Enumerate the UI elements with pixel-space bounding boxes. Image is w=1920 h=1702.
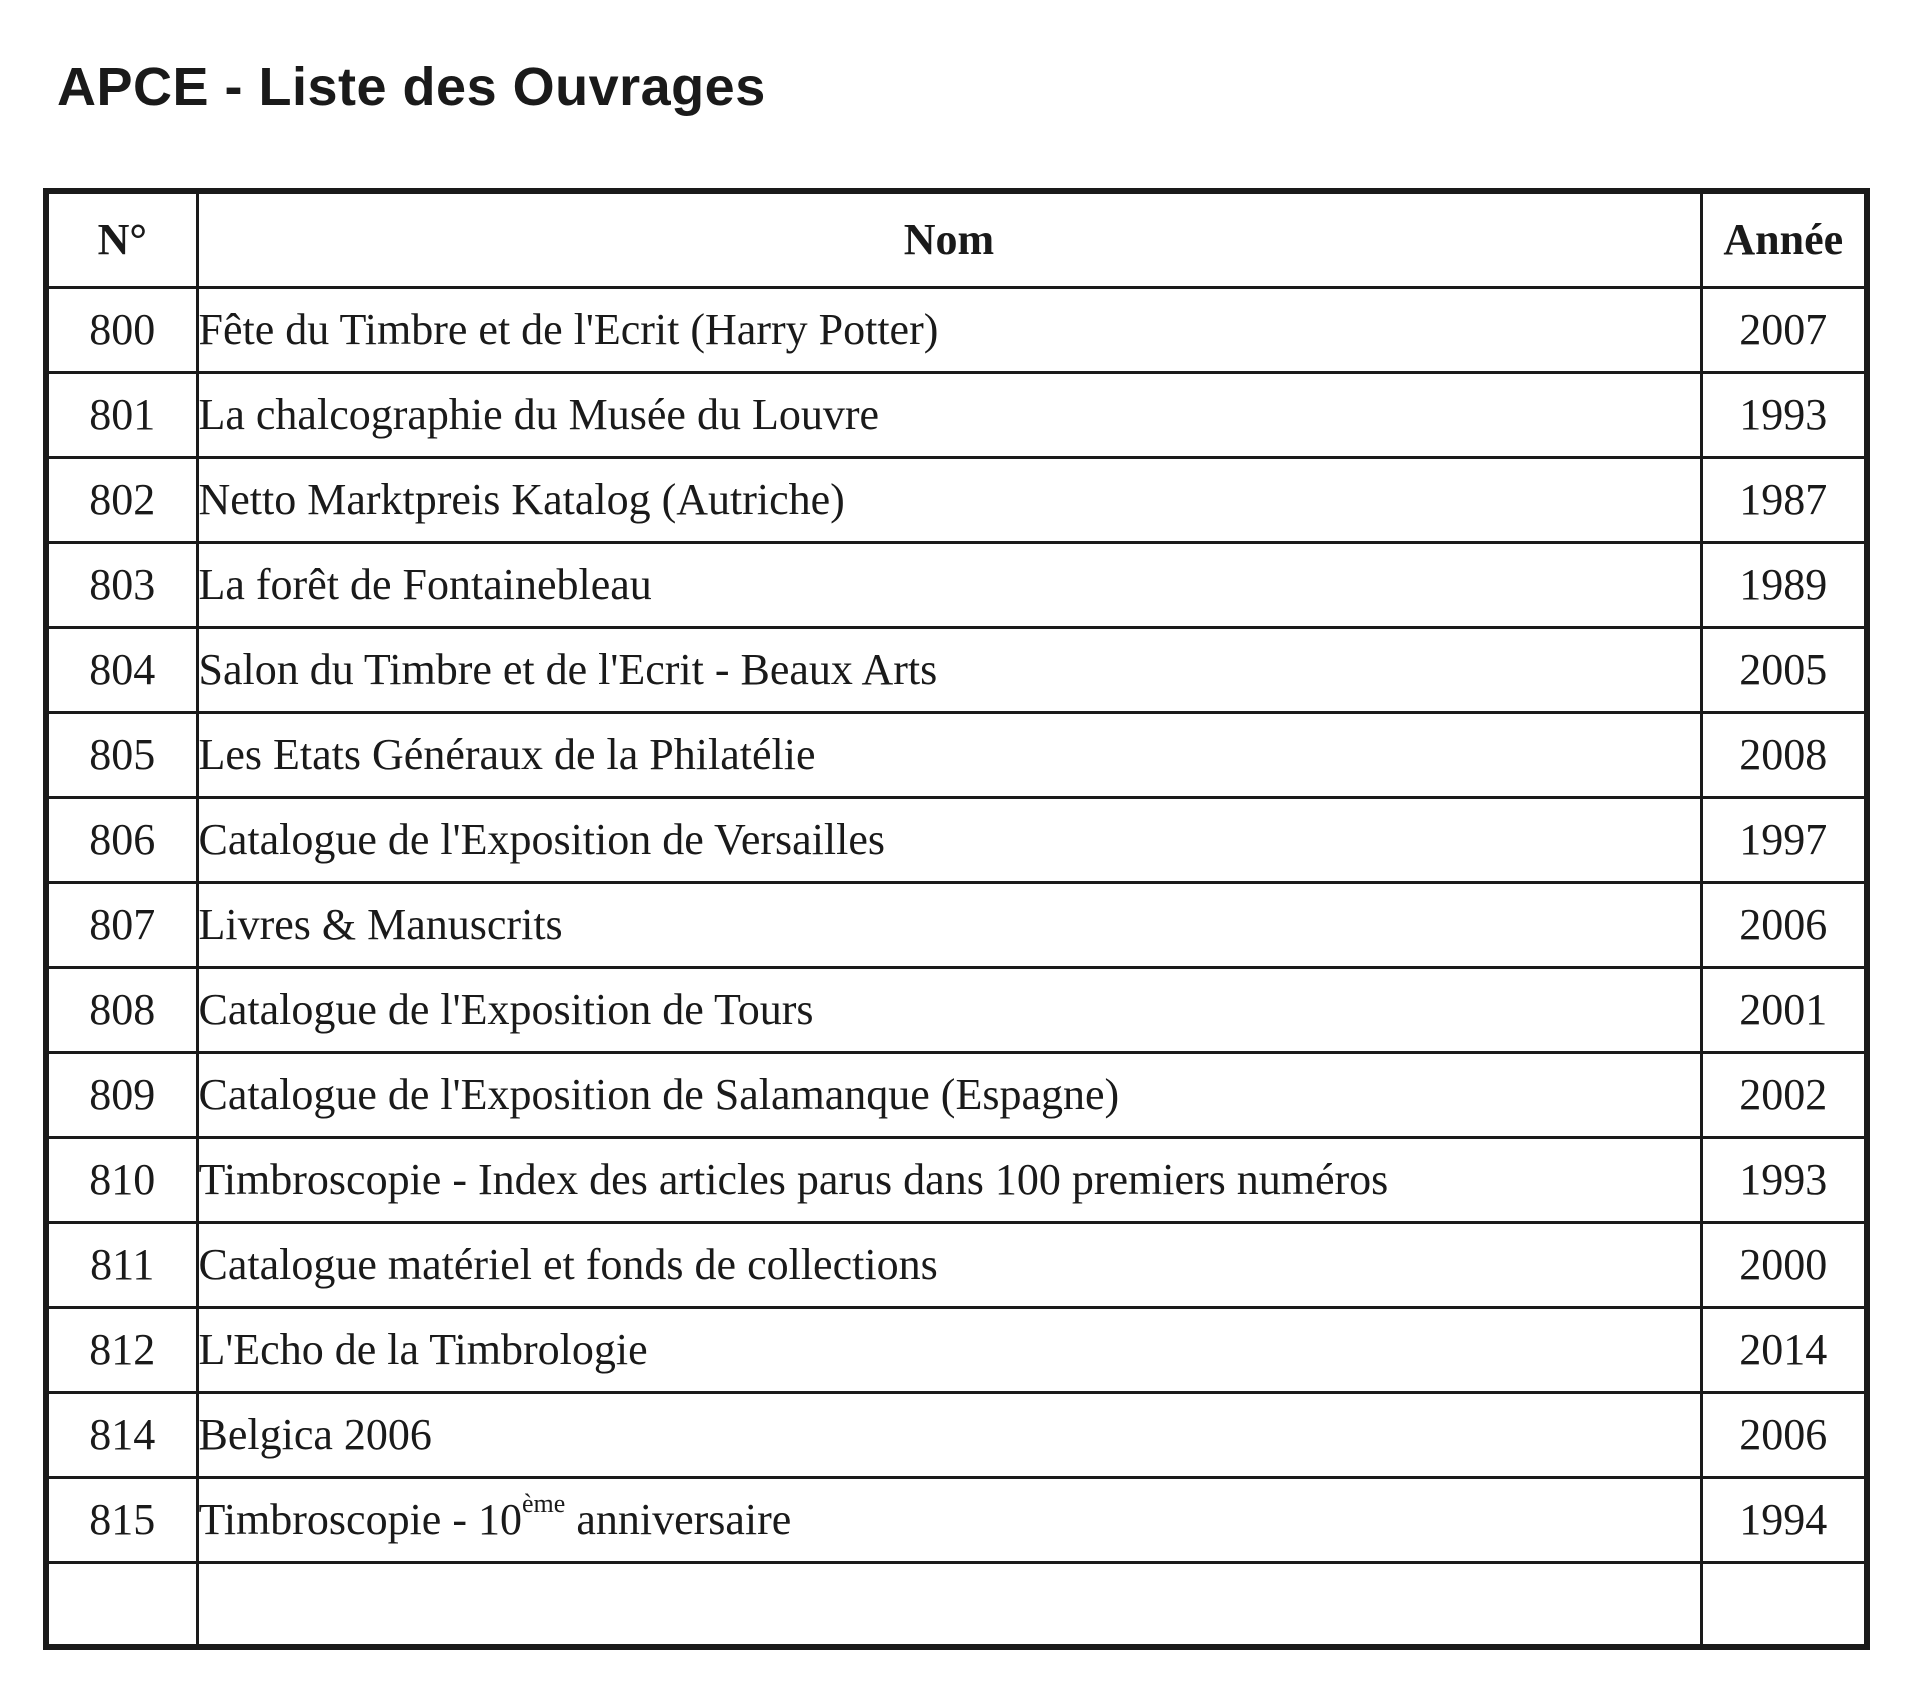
row-number [46,1562,197,1647]
table-row [46,457,1867,542]
row-name: Catalogue de l'Exposition de Salamanque (Espagne) [197,1052,1701,1137]
row-number: 805 [46,712,197,797]
row-year: 2001 [1701,967,1867,1052]
row-name: L'Echo de la Timbrologie [197,1307,1701,1392]
row-name: Belgica 2006 [197,1392,1701,1477]
row-name-superscript: ème [522,1489,566,1518]
row-year: 2014 [1701,1307,1867,1392]
row-number: 815 [46,1477,197,1562]
header-name: Nom [197,191,1701,287]
table-row [46,372,1867,457]
row-year: 1989 [1701,542,1867,627]
row-name [197,1477,1701,1562]
row-year: 2007 [1701,287,1867,372]
row-number: 809 [46,1052,197,1137]
table-row [46,1307,1867,1392]
table-row [46,1392,1867,1477]
row-name: La forêt de Fontainebleau [197,542,1701,627]
header-year: Année [1701,191,1867,287]
row-number: 807 [46,882,197,967]
row-number: 810 [46,1137,197,1222]
row-name: Les Etats Généraux de la Philatélie [197,712,1701,797]
table-row [46,1477,1867,1562]
row-name: Fête du Timbre et de l'Ecrit (Harry Potter) [197,287,1701,372]
row-number: 811 [46,1222,197,1307]
row-year: 2006 [1701,882,1867,967]
row-number: 814 [46,1392,197,1477]
row-year: 1994 [1701,1477,1867,1562]
table-row [46,627,1867,712]
row-number: 808 [46,967,197,1052]
row-name: Livres & Manuscrits [197,882,1701,967]
row-number: 812 [46,1307,197,1392]
table-row [46,287,1867,372]
table-row [46,967,1867,1052]
row-name: Catalogue de l'Exposition de Versailles [197,797,1701,882]
row-name: La chalcographie du Musée du Louvre [197,372,1701,457]
page-title: APCE - Liste des Ouvrages [57,57,766,117]
table-row [46,1137,1867,1222]
header-number: N° [46,191,197,287]
row-year: 2006 [1701,1392,1867,1477]
row-number: 802 [46,457,197,542]
row-number: 806 [46,797,197,882]
table-row [46,882,1867,967]
row-name [197,1562,1701,1647]
row-year: 1993 [1701,1137,1867,1222]
row-year: 2005 [1701,627,1867,712]
table-row [46,1052,1867,1137]
table-row [46,712,1867,797]
header-row [46,191,1867,287]
row-name-suffix: anniversaire [565,1495,792,1544]
row-name: Salon du Timbre et de l'Ecrit - Beaux Arts [197,627,1701,712]
table-row [46,1222,1867,1307]
table-row [46,542,1867,627]
row-name: Catalogue matériel et fonds de collections [197,1222,1701,1307]
row-number: 801 [46,372,197,457]
row-number: 800 [46,287,197,372]
row-name: Timbroscopie - Index des articles parus dans 100 premiers numéros [197,1137,1701,1222]
table-row-empty [46,1562,1867,1647]
row-year [1701,1562,1867,1647]
row-number: 803 [46,542,197,627]
row-year: 2002 [1701,1052,1867,1137]
table-row [46,797,1867,882]
works-table [43,188,1870,1650]
row-year: 2000 [1701,1222,1867,1307]
row-year: 2008 [1701,712,1867,797]
row-name-prefix: Timbroscopie - 10 [198,1495,522,1544]
row-year: 1993 [1701,372,1867,457]
row-name: Catalogue de l'Exposition de Tours [197,967,1701,1052]
row-name: Netto Marktpreis Katalog (Autriche) [197,457,1701,542]
row-number: 804 [46,627,197,712]
row-year: 1997 [1701,797,1867,882]
row-year: 1987 [1701,457,1867,542]
